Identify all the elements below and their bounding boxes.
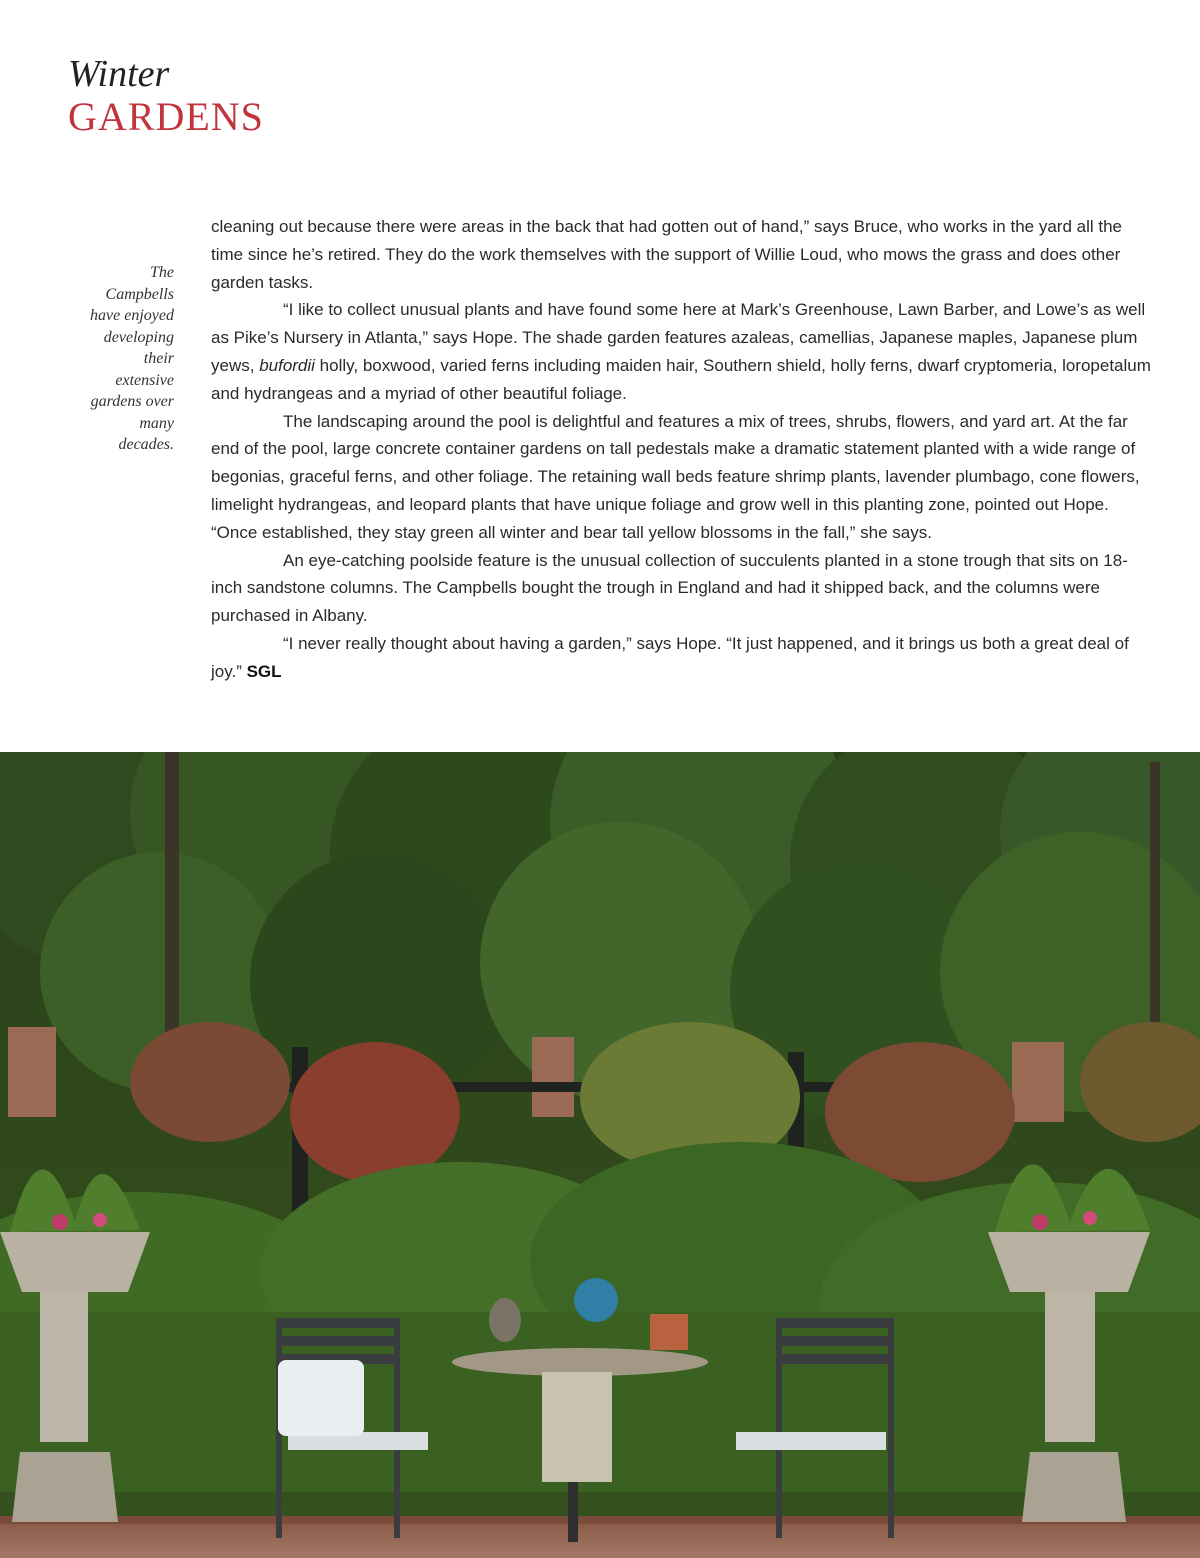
article-paragraph <box>211 296 1155 407</box>
pull-quote-line: many <box>139 414 174 432</box>
pull-quote-line: gardens over <box>90 393 174 410</box>
patio <box>0 1516 1200 1558</box>
section-title: GARDENS <box>68 94 264 139</box>
pull-quote-line: their <box>143 350 174 367</box>
section-kicker: Winter <box>68 53 170 95</box>
pull-quote-line: decades. <box>118 436 174 453</box>
page-header <box>68 52 264 138</box>
pull-quote-line: The <box>150 264 174 281</box>
article-paragraph: The landscaping around the pool is delightful and features a mix of trees, shrubs, flowers, and yard art. At the far end of the pool, large concrete container gardens on tall pedestals make a dramatic statement planted with a wide range of begonias, graceful ferns, and other foliage. The retaining wall beds feature shrimp plants, lavender plumbago, cone flowers, limelight hydrangeas, and leopard plants that have unique foliage and grow well in this planting zone, pointed out Hope. “Once established, they stay green all winter and bear tall yellow blossoms in the fall,” she says. <box>211 411 1140 542</box>
pull-quote-line: developing <box>103 328 174 346</box>
pull-quote-line: Campbells <box>105 285 174 303</box>
garden-photo-illustration <box>0 752 1200 1558</box>
article-text: holly, boxwood, varied ferns including maiden hair, Southern shield, holly ferns, dwarf cryptomeria, loropetalum and hydrangeas and a myriad of other beautiful foliage. <box>211 355 1151 403</box>
pull-quote-line: extensive <box>115 371 174 389</box>
pull-quote-line: have enjoyed <box>90 307 174 324</box>
article-italic-text: bufordii <box>259 355 315 375</box>
pull-quote <box>60 262 174 456</box>
article-paragraph: An eye-catching poolside feature is the unusual collection of succulents planted in a stone trough that sits on 18-inch sandstone columns. The Campbells bought the trough in England and had it shipped back, and the columns were purchased in Albany. <box>211 550 1128 626</box>
article-paragraph: cleaning out because there were areas in the back that had gotten out of hand,” says Bruce, who works in the yard all the time since he’s retired. They do the work themselves with the support of Willie Loud, who mows the grass and does other garden tasks. <box>211 217 1122 292</box>
article-text: “I like to collect unusual plants and have found some here at Mark’s Greenhouse, Lawn Barber, and Lowe’s as well as Pike’s Nursery in Atlanta,” says Hope. The shade garden features azaleas, camellias, Japanese maples, Japanese plum yews, <box>211 300 1146 375</box>
article-paragraph <box>211 630 1155 686</box>
article-body <box>211 213 1155 686</box>
author-signature: SGL <box>246 661 282 681</box>
article-text: “I never really thought about having a garden,” says Hope. “It just happened, and it brings us both a great deal of joy.” <box>211 633 1129 681</box>
garden-photo <box>0 752 1200 1558</box>
